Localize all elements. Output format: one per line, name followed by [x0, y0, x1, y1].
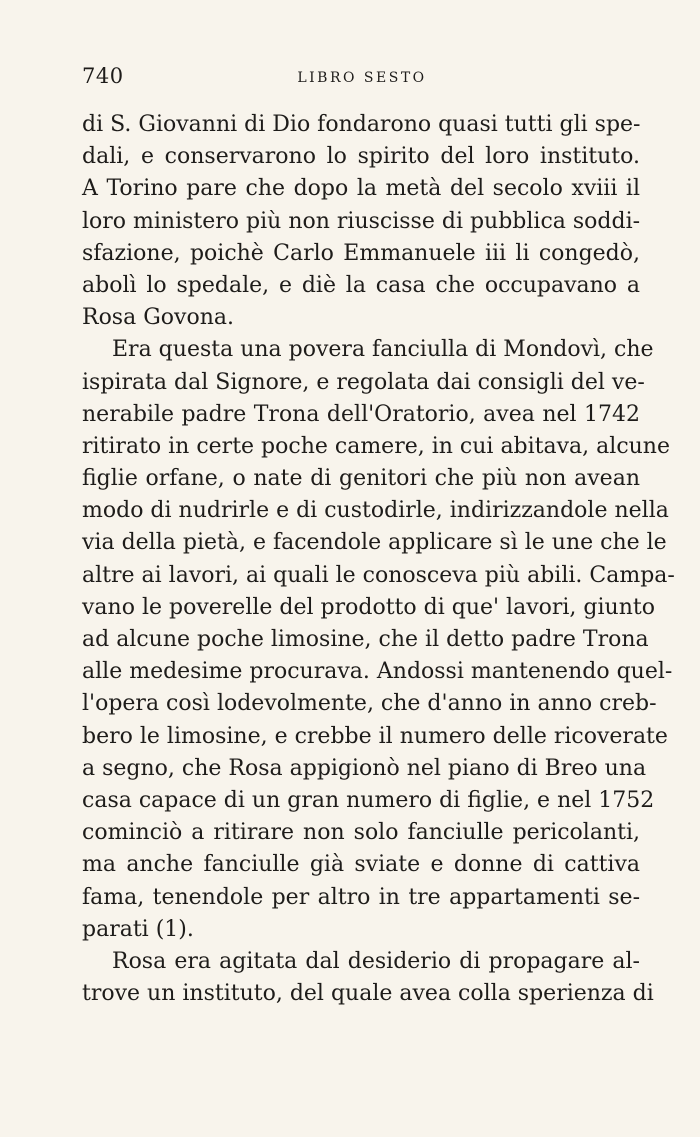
text-line: Rosa Govona. [82, 305, 234, 331]
text-line: casa capace di un gran numero di figlie, e nel 1752 [82, 787, 655, 813]
text-line: bero le limosine, e crebbe il numero delle ricoverate [82, 723, 668, 749]
text-line: l'opera così lodevolmente, che d'anno in anno creb- [82, 691, 657, 717]
text-line: trove un instituto, del quale avea colla sperienza di [82, 981, 654, 1007]
text-line: cominciò a ritirare non solo fanciulle pericolanti, [82, 820, 640, 846]
text-line: ispirata dal Signore, e regolata dai consigli del ve- [82, 369, 645, 395]
text-line: ritirato in certe poche camere, in cui abitava, alcune [82, 433, 670, 459]
text-line: Era questa una povera fanciulla di Mondovì, che [112, 337, 654, 363]
text-line: modo di nudrirle e di custodirle, indirizzandole nella [82, 498, 669, 524]
paragraph-2 [82, 334, 675, 946]
text-line: ma anche fanciulle già sviate e donne di cattiva [82, 852, 640, 878]
page-body [82, 109, 675, 1010]
text-line: nerabile padre Trona dell'Oratorio, avea nel 1742 [82, 401, 640, 427]
paragraph-1 [82, 109, 640, 334]
text-line: loro ministero più non riuscisse di pubblica soddi- [82, 208, 641, 234]
text-line: di S. Giovanni di Dio fondarono quasi tutti gli spe- [82, 112, 641, 137]
text-line: A Torino pare che dopo la metà del secolo xviii il [82, 176, 640, 202]
text-line: sfazione, poichè Carlo Emmanuele iii li congedò, [82, 240, 640, 266]
page-number: 740 [82, 64, 124, 88]
running-head: LIBRO SESTO [297, 70, 427, 86]
page-header [82, 64, 642, 94]
text-line: parati (1). [82, 916, 194, 942]
text-line: Rosa era agitata dal desiderio di propagare al- [112, 948, 640, 974]
text-line: ad alcune poche limosine, che il detto padre Trona [82, 627, 649, 652]
text-line: dali, e conservarono lo spirito del loro instituto. [82, 144, 640, 170]
text-line: abolì lo spedale, e diè la casa che occupavano a [82, 272, 640, 298]
text-line: vano le poverelle del prodotto di que' lavori, giunto [82, 594, 655, 620]
text-line: figlie orfane, o nate di genitori che più non avean [82, 466, 640, 492]
text-line: a segno, che Rosa appigionò nel piano di Breo una [82, 755, 647, 781]
text-line: via della pietà, e facendole applicare sì le une che le [82, 530, 667, 556]
paragraph-3 [82, 946, 654, 1010]
text-line: fama, tenendole per altro in tre appartamenti se- [82, 884, 640, 910]
text-line: alle medesime procurava. Andossi mantenendo quel- [82, 659, 673, 685]
text-line: altre ai lavori, ai quali le conosceva più abili. Campa- [82, 562, 675, 588]
